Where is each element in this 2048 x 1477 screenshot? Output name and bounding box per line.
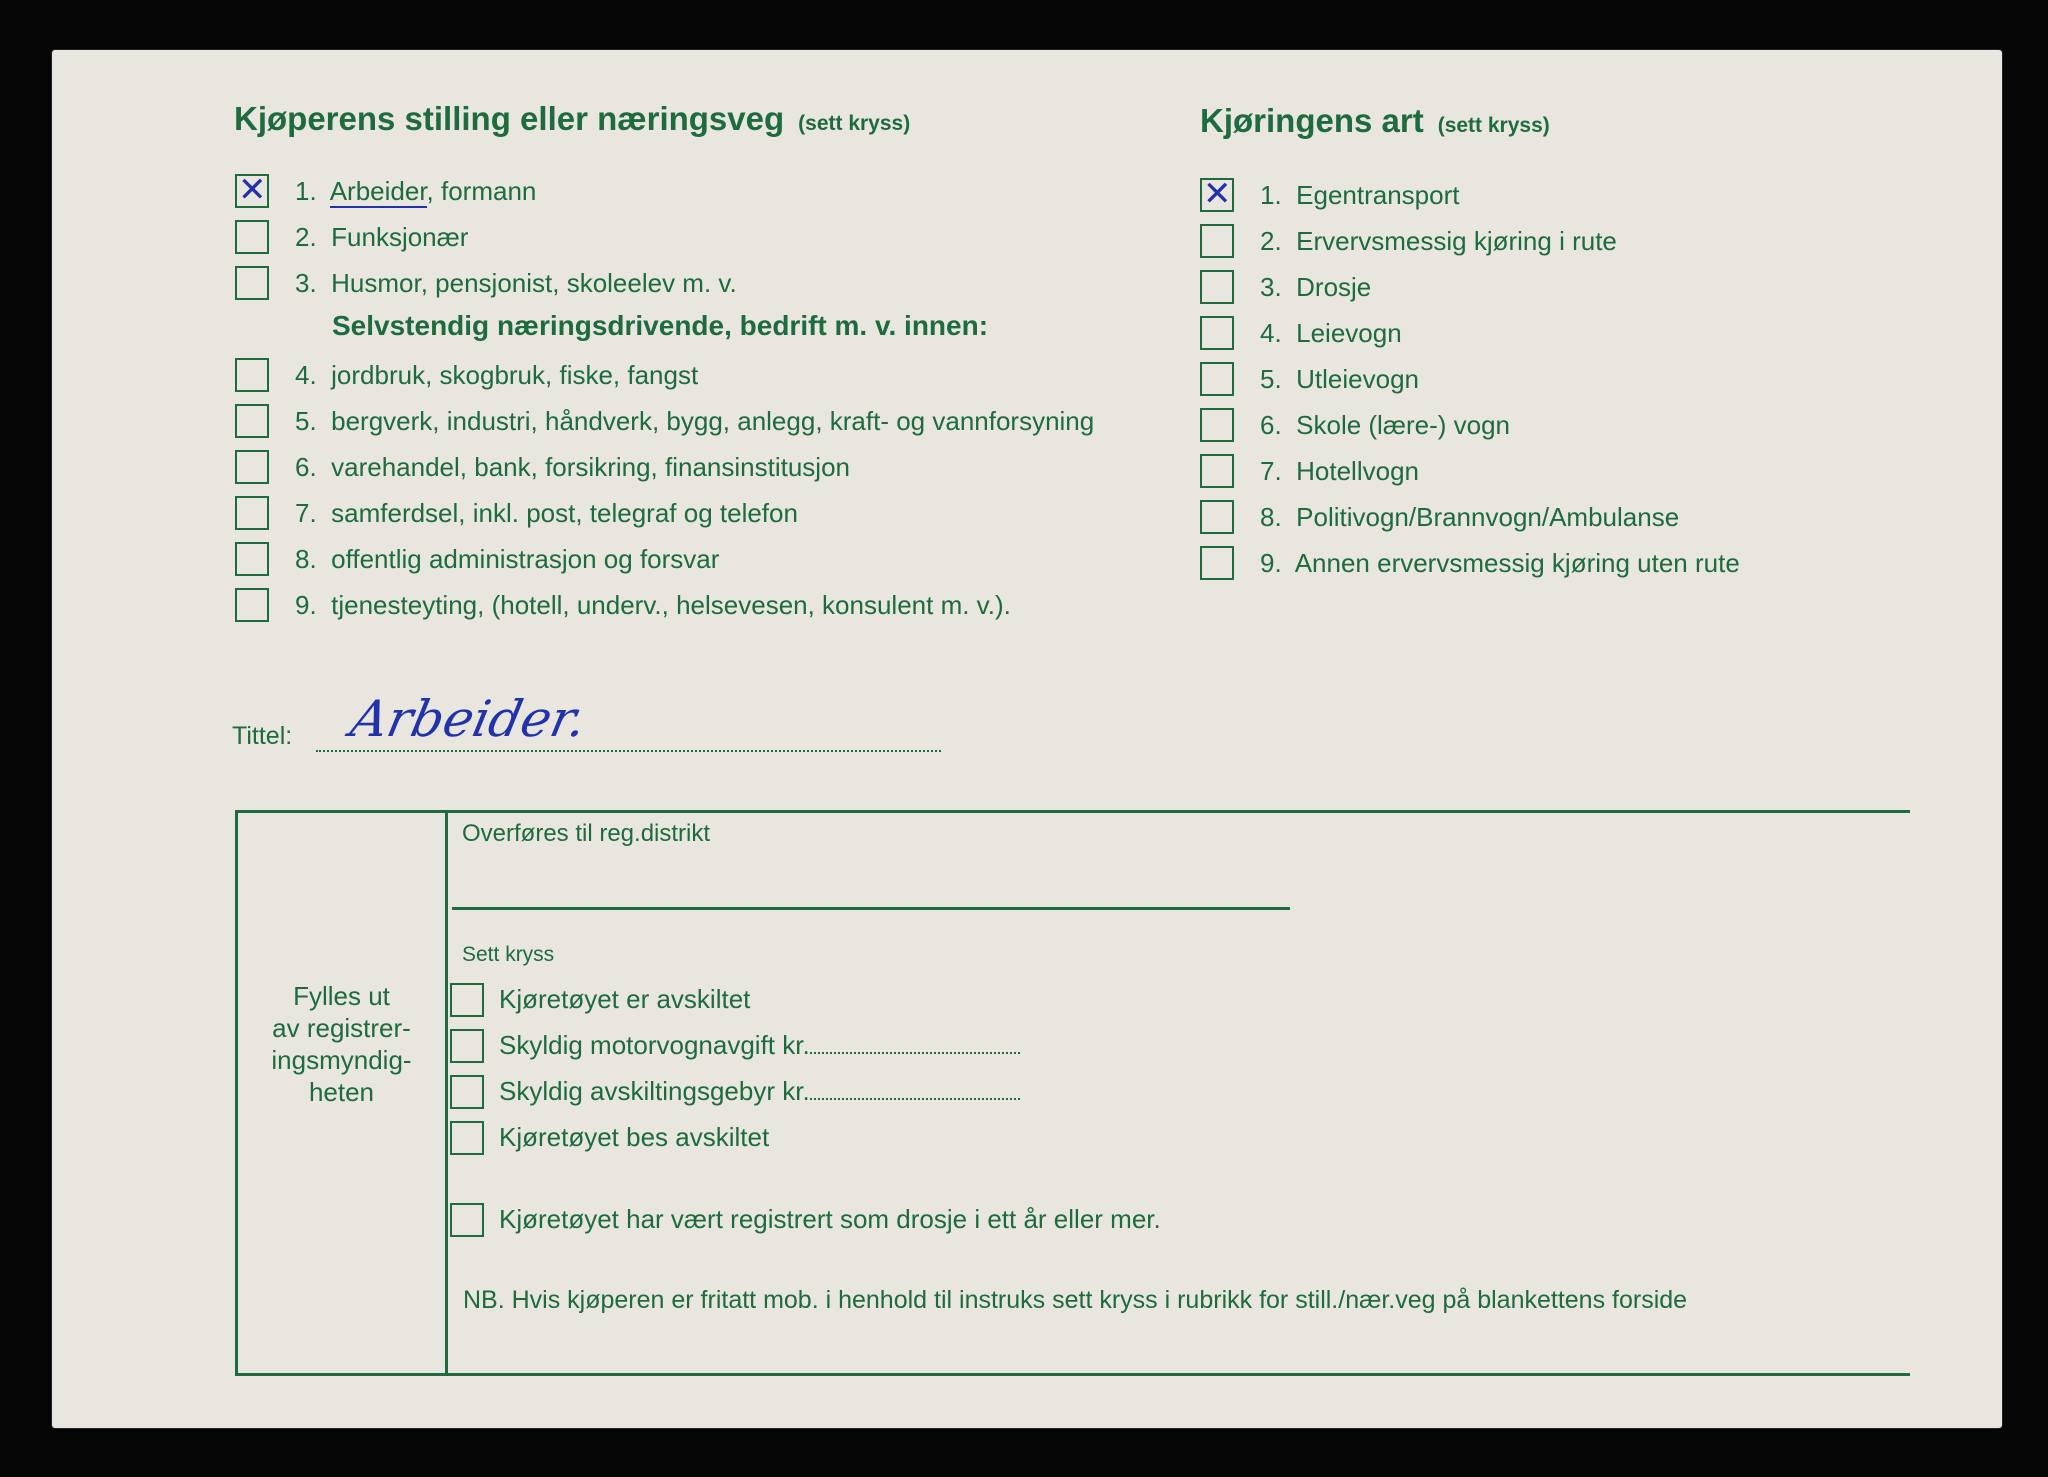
option-number: 4. bbox=[1260, 318, 1282, 348]
option-label: tjenesteyting, (hotell, underv., helsevesen, konsulent m. v.). bbox=[331, 590, 1011, 620]
option-avskiltingsgebyr bbox=[499, 1076, 1020, 1107]
sett-kryss-label: Sett kryss bbox=[462, 943, 555, 966]
transfer-line bbox=[452, 907, 1290, 910]
option-label: , formann bbox=[426, 176, 537, 206]
registry-divider bbox=[445, 810, 448, 1376]
checkbox-annen[interactable] bbox=[1200, 546, 1234, 580]
option-tjenesteyting bbox=[295, 590, 1011, 621]
checkbox-offentlig[interactable] bbox=[235, 542, 269, 576]
option-avskiltet: Kjøretøyet er avskiltet bbox=[499, 984, 751, 1014]
checkbox-skolevogn[interactable] bbox=[1200, 408, 1234, 442]
option-hotellvogn bbox=[1260, 456, 1419, 487]
option-annen bbox=[1260, 548, 1740, 579]
option-number: 8. bbox=[1260, 502, 1282, 532]
transfer-label: Overføres til reg.distrikt bbox=[462, 820, 711, 847]
option-label: Skyldig motorvognavgift kr. bbox=[499, 1030, 810, 1060]
option-label: Drosje bbox=[1296, 272, 1372, 302]
registry-top-border bbox=[235, 810, 1910, 813]
checkbox-bes-avskiltet[interactable] bbox=[450, 1121, 484, 1155]
side-label-line: ingsmyndig- bbox=[271, 1045, 412, 1075]
registry-bottom-border bbox=[235, 1373, 1910, 1376]
right-section-heading bbox=[1200, 102, 1550, 140]
checkbox-jordbruk[interactable] bbox=[235, 358, 269, 392]
option-bes-avskiltet: Kjøretøyet bes avskiltet bbox=[499, 1122, 770, 1152]
option-skolevogn bbox=[1260, 410, 1510, 441]
side-label-line: av registrer- bbox=[272, 1013, 411, 1043]
option-number: 5. bbox=[295, 406, 317, 436]
amount-dotted-line bbox=[810, 1052, 1020, 1054]
checkbox-rute[interactable] bbox=[1200, 224, 1234, 258]
checkbox-varehandel[interactable] bbox=[235, 450, 269, 484]
option-drosje bbox=[1260, 272, 1371, 303]
option-number: 4. bbox=[295, 360, 317, 390]
option-drosje-ett-aar: Kjøretøyet har vært registrert som drosje i ett år eller mer. bbox=[499, 1204, 1161, 1234]
option-bergverk bbox=[295, 406, 1094, 437]
checkbox-avskiltet[interactable] bbox=[450, 983, 484, 1017]
option-label: Annen ervervsmessig kjøring uten rute bbox=[1294, 548, 1740, 578]
option-jordbruk bbox=[295, 360, 698, 391]
option-number: 2. bbox=[1260, 226, 1282, 256]
option-number: 3. bbox=[1260, 272, 1282, 302]
selvstendig-subheading: Selvstendig næringsdrivende, bedrift m. v. innen: bbox=[332, 310, 989, 341]
option-number: 7. bbox=[1260, 456, 1282, 486]
show-through-text bbox=[1132, 225, 1143, 268]
side-label-line: Fylles ut bbox=[293, 981, 390, 1011]
option-label: offentlig administrasjon og forsvar bbox=[331, 544, 720, 574]
option-label: varehandel, bank, forsikring, finansinstitusjon bbox=[331, 452, 850, 482]
option-number: 6. bbox=[295, 452, 317, 482]
side-label-line: heten bbox=[308, 1077, 375, 1107]
option-number: 1. bbox=[1260, 180, 1282, 210]
option-funksjonaer bbox=[295, 222, 468, 253]
checkbox-utleievogn[interactable] bbox=[1200, 362, 1234, 396]
amount-dotted-line bbox=[810, 1098, 1020, 1100]
tittel-dotted-line bbox=[316, 750, 941, 752]
checkbox-bergverk[interactable] bbox=[235, 404, 269, 438]
right-heading-note: (sett kryss) bbox=[1437, 114, 1550, 137]
option-varehandel bbox=[295, 452, 850, 483]
right-heading-text: Kjøringens art bbox=[1200, 102, 1424, 139]
checkbox-drosje[interactable] bbox=[1200, 270, 1234, 304]
checkbox-politivogn[interactable] bbox=[1200, 500, 1234, 534]
registry-side-label bbox=[238, 980, 445, 1108]
option-label: Utleievogn bbox=[1296, 364, 1419, 394]
tittel-label: Tittel: bbox=[232, 722, 293, 750]
option-number: 2. bbox=[295, 222, 317, 252]
option-number: 3. bbox=[295, 268, 317, 298]
checkbox-egentransport[interactable] bbox=[1200, 178, 1234, 212]
option-utleievogn bbox=[1260, 364, 1419, 395]
checkbox-funksjonaer[interactable] bbox=[235, 220, 269, 254]
option-motorvognavgift bbox=[499, 1030, 1020, 1061]
left-heading-note: (sett kryss) bbox=[798, 112, 911, 135]
checkbox-tjenesteyting[interactable] bbox=[235, 588, 269, 622]
option-number: 7. bbox=[295, 498, 317, 528]
option-label: Politivogn/Brannvogn/Ambulanse bbox=[1296, 502, 1680, 532]
form-sheet bbox=[52, 50, 2002, 1428]
option-husmor bbox=[295, 268, 737, 299]
checkbox-leievogn[interactable] bbox=[1200, 316, 1234, 350]
option-label: Funksjonær bbox=[331, 222, 469, 252]
checkbox-hotellvogn[interactable] bbox=[1200, 454, 1234, 488]
option-label: jordbruk, skogbruk, fiske, fangst bbox=[331, 360, 699, 390]
option-label: Egentransport bbox=[1296, 180, 1460, 210]
option-number: 9. bbox=[295, 590, 317, 620]
option-label: bergverk, industri, håndverk, bygg, anlegg, kraft- og vannforsyning bbox=[331, 406, 1095, 436]
tittel-handwritten[interactable]: Arbeider. bbox=[345, 690, 592, 748]
option-number: 5. bbox=[1260, 364, 1282, 394]
checkbox-drosje-ett-aar[interactable] bbox=[450, 1203, 484, 1237]
option-number: 8. bbox=[295, 544, 317, 574]
option-rute bbox=[1260, 226, 1617, 257]
option-egentransport bbox=[1260, 180, 1459, 211]
option-offentlig bbox=[295, 544, 719, 575]
option-number: 1. bbox=[295, 176, 317, 206]
checkbox-arbeider[interactable] bbox=[235, 174, 269, 208]
option-label: samferdsel, inkl. post, telegraf og telefon bbox=[331, 498, 798, 528]
option-number: 6. bbox=[1260, 410, 1282, 440]
option-leievogn bbox=[1260, 318, 1402, 349]
option-samferdsel bbox=[295, 498, 798, 529]
option-number: 9. bbox=[1260, 548, 1282, 578]
option-label-underlined: Arbeider bbox=[329, 176, 427, 206]
left-section-heading bbox=[234, 100, 910, 138]
checkbox-motorvognavgift[interactable] bbox=[450, 1029, 484, 1063]
option-label: Hotellvogn bbox=[1296, 456, 1419, 486]
option-arbeider bbox=[295, 176, 536, 207]
option-label: Skole (lære-) vogn bbox=[1296, 410, 1510, 440]
left-heading-text: Kjøperens stilling eller næringsveg bbox=[234, 100, 785, 137]
option-label: Leievogn bbox=[1296, 318, 1402, 348]
checkbox-avskiltingsgebyr[interactable] bbox=[450, 1075, 484, 1109]
option-label: Skyldig avskiltingsgebyr kr. bbox=[499, 1076, 810, 1106]
checkbox-samferdsel[interactable] bbox=[235, 496, 269, 530]
option-politivogn bbox=[1260, 502, 1679, 533]
nb-note: NB. Hvis kjøperen er fritatt mob. i henhold til instruks sett kryss i rubrikk for still./nær.veg på blankettens forside bbox=[463, 1286, 1688, 1314]
option-label: Husmor, pensjonist, skoleelev m. v. bbox=[331, 268, 737, 298]
checkbox-husmor[interactable] bbox=[235, 266, 269, 300]
option-label: Ervervsmessig kjøring i rute bbox=[1296, 226, 1617, 256]
